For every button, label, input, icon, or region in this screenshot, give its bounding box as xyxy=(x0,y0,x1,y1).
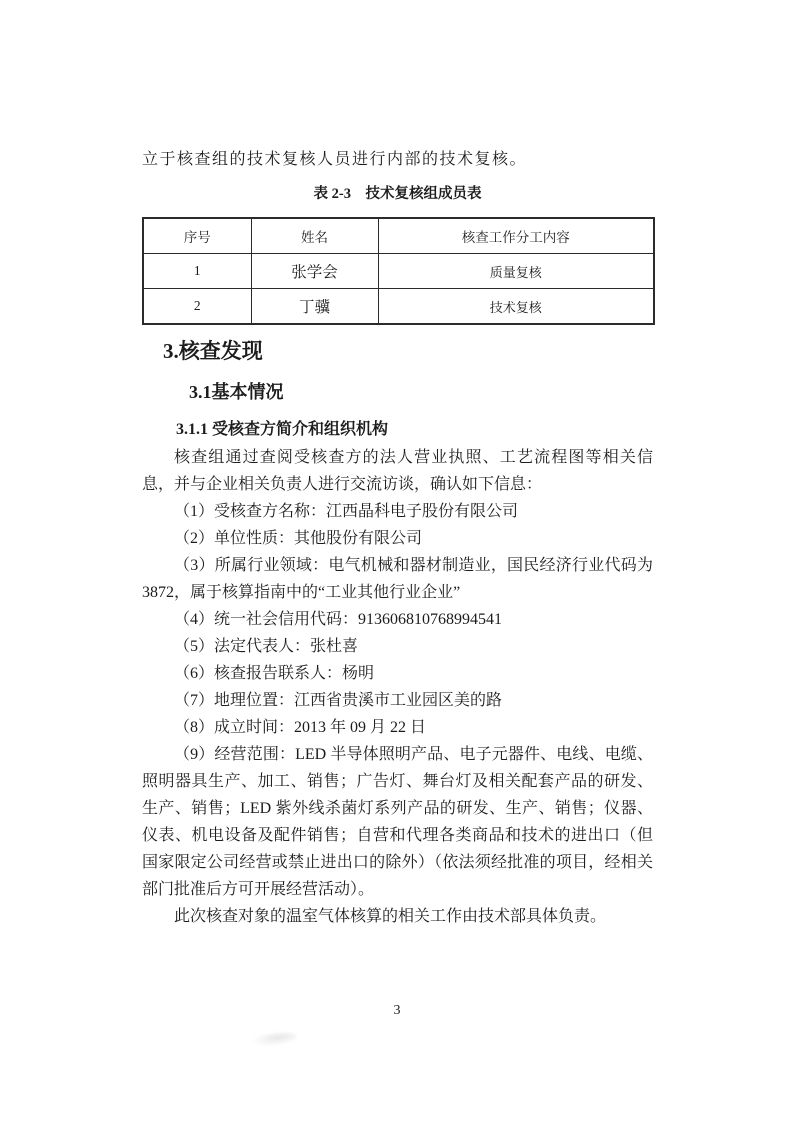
section-heading-3-1: 3.1基本情况 xyxy=(189,382,284,402)
list-item-4: （4）统一社会信用代码：913606810768994541 xyxy=(174,611,503,628)
list-item-9: （9）经营范围：LED 半导体照明产品、电子元器件、电线、电缆、照明器具生产、加工、销售；广告灯、舞台灯及相关配套产品的研发、生产、销售；LED 紫外线杀菌灯系列产品的研发、生产、销售；仪器、仪表、机电设备及配件销售；自营和代理各类商品和技术的进出口（但国家限定公司经营或禁止进出口的除外）（依法须经批准的项目，经相关部门批准后方可开展经营活动）。 xyxy=(142,746,653,898)
table-header-row xyxy=(143,218,654,254)
section-heading-3-1-1: 3.1.1 受核查方简介和组织机构 xyxy=(176,421,389,438)
header-cell-name: 姓名 xyxy=(251,218,378,254)
list-item-8: （8）成立时间：2013 年 09 月 22 日 xyxy=(174,719,427,736)
list-item-1: （1）受核查方名称：江西晶科电子股份有限公司 xyxy=(174,503,519,520)
header-cell-seq: 序号 xyxy=(143,218,251,254)
body-content xyxy=(142,444,653,930)
page-number: 3 xyxy=(393,1003,401,1018)
paragraph-closing: 此次核查对象的温室气体核算的相关工作由技术部具体负责。 xyxy=(174,908,607,925)
cell-name-1: 张学会 xyxy=(251,254,378,289)
table-row xyxy=(143,254,654,289)
cell-duty-2: 技术复核 xyxy=(378,289,654,325)
intro-continuation-line: 立于核查组的技术复核人员进行内部的技术复核。 xyxy=(142,151,528,168)
header-cell-duty: 核查工作分工内容 xyxy=(378,218,654,254)
list-item-7: （7）地理位置：江西省贵溪市工业园区美的路 xyxy=(174,692,503,709)
tech-review-members-table xyxy=(142,217,653,325)
cell-seq-2: 2 xyxy=(143,289,251,325)
table-row xyxy=(143,289,654,325)
cell-name-2: 丁骥 xyxy=(251,289,378,325)
table-caption: 表 2-3 技术复核组成员表 xyxy=(313,186,482,202)
list-item-5: （5）法定代表人：张杜喜 xyxy=(174,638,359,655)
members-table xyxy=(142,217,655,325)
cell-duty-1: 质量复核 xyxy=(378,254,654,289)
list-item-2: （2）单位性质：其他股份有限公司 xyxy=(174,530,423,547)
cell-seq-1: 1 xyxy=(143,254,251,289)
paragraph-intro: 核查组通过查阅受核查方的法人营业执照、工艺流程图等相关信息，并与企业相关负责人进行交流访谈，确认如下信息： xyxy=(142,449,653,493)
scan-smudge-artifact xyxy=(250,1030,297,1049)
list-item-6: （6）核查报告联系人：杨明 xyxy=(174,665,375,682)
section-heading-3: 3.核查发现 xyxy=(163,339,263,363)
list-item-3: （3）所属行业领域：电气机械和器材制造业，国民经济行业代码为 3872，属于核算指南中的“工业其他行业企业” xyxy=(142,557,653,601)
